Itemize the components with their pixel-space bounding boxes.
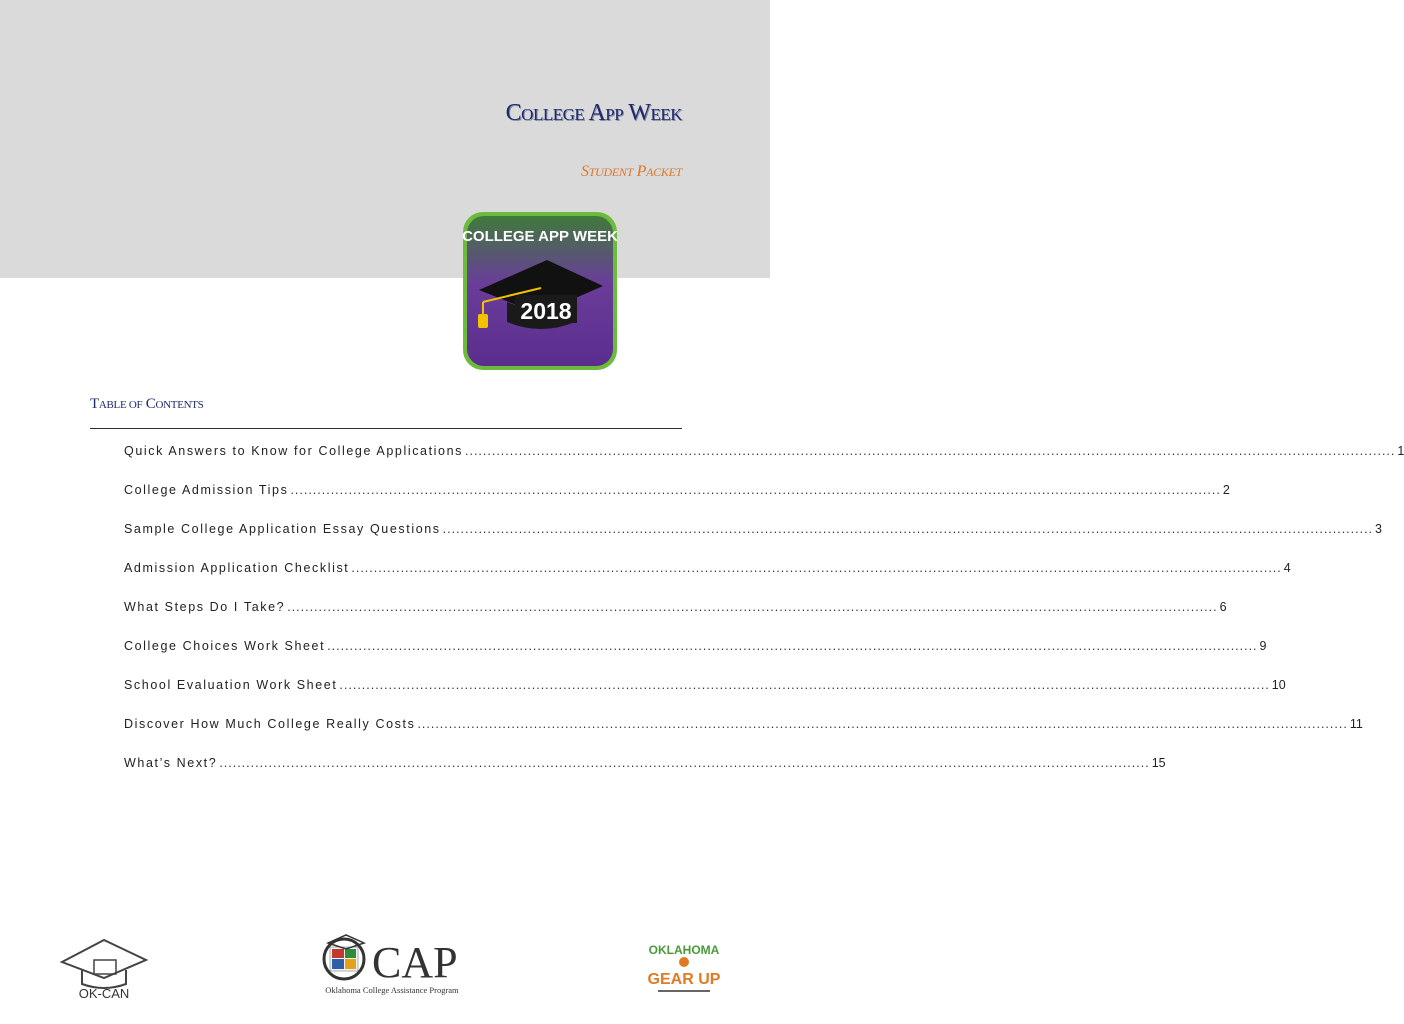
toc-entry[interactable]: Quick Answers to Know for College Applications ..... 1 [124,444,680,483]
toc-entry[interactable]: College Choices Work Sheet ..... 9 [124,639,680,678]
toc-entry[interactable]: School Evaluation Work Sheet ..... 10 [124,678,680,717]
toc-entry[interactable]: Sample College Application Essay Questions ..... 3 [124,522,680,561]
document-subtitle: STUDENT PACKET [581,163,682,180]
toc-entry[interactable]: What Steps Do I Take? ..... 6 [124,600,680,639]
ocap-letters: CAP [372,938,458,987]
ocap-logo [312,933,472,997]
badge-banner-text: COLLEGE APP WEEK [462,228,618,245]
header-band [0,0,770,278]
gearup-text: GEAR UP [647,971,721,988]
okcan-text: OK-CAN [78,986,130,1001]
college-app-week-badge [461,210,619,372]
toc-list [124,444,1404,795]
toc-entry[interactable]: College Admission Tips ..... 2 [124,483,680,522]
gearup-oklahoma: OKLAHOMA [648,943,720,957]
badge-year: 2018 [520,298,572,324]
toc-divider [90,428,682,429]
gearup-logo [647,940,721,998]
okcan-logo [58,930,150,1002]
toc-entry[interactable]: Discover How Much College Really Costs ..... 11 [124,717,680,756]
toc-heading: TABLE OF CONTENTS [90,396,204,412]
toc-entry[interactable]: Admission Application Checklist ..... 4 [124,561,680,600]
toc-entry[interactable]: What’s Next? ..... 15 [124,756,680,795]
ocap-caption: Oklahoma College Assistance Program [325,985,459,995]
document-title: COLLEGE APP WEEK [505,100,682,126]
